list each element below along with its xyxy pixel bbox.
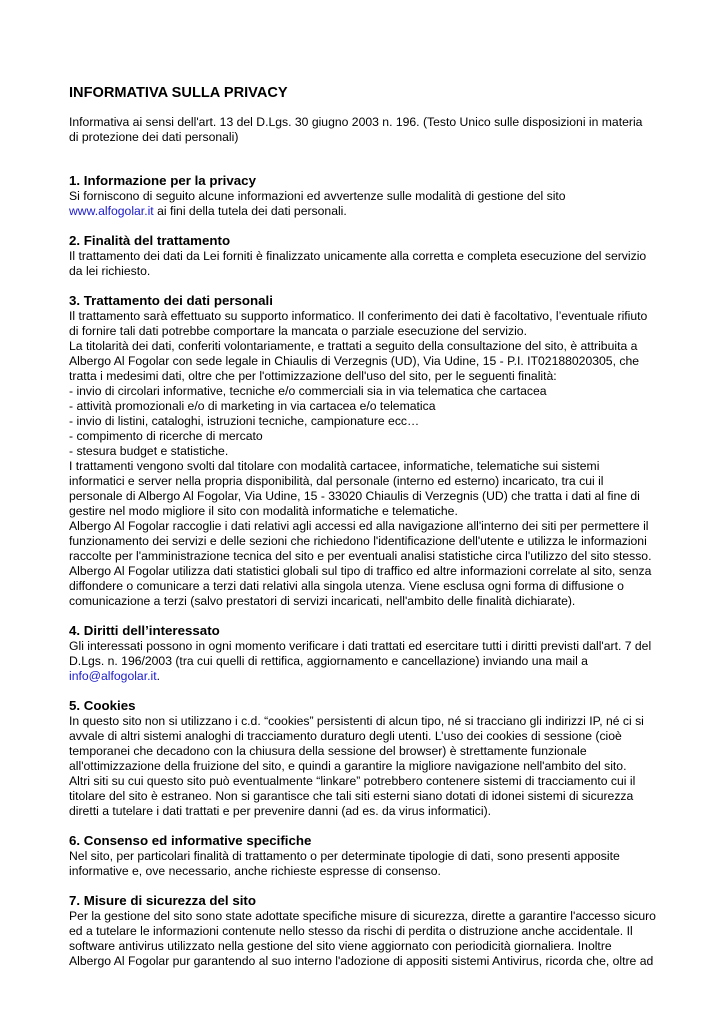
section-body — [69, 639, 659, 684]
body-line: funzionamento dei servizi e delle sezioni che richiedono l'identificazione dell'utente e utilizza le informazioni — [69, 534, 647, 548]
section-heading: 5. Cookies — [69, 698, 136, 713]
body-line: Albergo Al Fogolar utilizza dati statistici globali sul tipo di traffico ed altre informazioni correlate al sito, senza — [69, 564, 652, 578]
section-heading: 7. Misure di sicurezza del sito — [69, 893, 256, 908]
page-title: INFORMATIVA SULLA PRIVACY — [69, 85, 288, 101]
body-line: informative e, ove necessario, anche richieste espresse di consenso. — [69, 864, 441, 878]
section-body — [69, 714, 659, 819]
body-line: ed a tutelare le informazioni contenute nello stesso da rischi di perdita o distruzione anche accidentale. Il — [69, 924, 633, 938]
body-line: D.Lgs. n. 196/2003 (tra cui quelli di rettifica, aggiornamento e cancellazione) inviando una mail a — [69, 654, 588, 668]
list-item: - stesura budget e statistiche. — [69, 444, 229, 458]
body-line: La titolarità dei dati, conferiti volontariamente, e trattati a seguito della consultazione del sito, è attribuita a — [69, 339, 638, 353]
section-body — [69, 909, 659, 969]
body-text: . — [156, 669, 160, 683]
body-line: raccolte per l'amministrazione tecnica del sito e per eventuali analisi statistiche circa l'utilizzo del sito stesso. — [69, 549, 652, 563]
body-line: software antivirus utilizzato nella gestione del sito viene aggiornato con periodicità giornaliera. Inoltre — [69, 939, 612, 953]
list-item: - attività promozionali e/o di marketing in via cartacea e/o telematica — [69, 399, 436, 413]
section-rights — [69, 623, 659, 684]
website-link[interactable]: www.alfogolar.it — [69, 204, 154, 218]
section-body — [69, 189, 659, 219]
section-security — [69, 893, 659, 969]
body-line: diffondere o comunicare a terzi dati relativi alla singola utenza. Viene esclusa ogni forma di diffusione o — [69, 579, 624, 593]
body-line: In questo sito non si utilizzano i c.d. “cookies” persistenti di alcun tipo, né si tracciano gli indirizzi IP, né ci si — [69, 714, 644, 728]
intro-line: di protezione dei dati personali) — [69, 130, 239, 144]
section-body — [69, 849, 659, 879]
body-line: Albergo Al Fogolar raccoglie i dati relativi agli accessi ed alla navigazione all'interno dei siti per permettere il — [69, 519, 649, 533]
body-line — [69, 204, 659, 219]
body-line: Albergo Al Fogolar con sede legale in Chiaulis di Verzegnis (UD), Via Udine, 15 - P.I. IT02188020305, che — [69, 354, 639, 368]
email-link[interactable]: info@alfogolar.it — [69, 669, 157, 683]
section-privacy-info — [69, 173, 659, 219]
body-line: all'ottimizzazione della fruizione del sito, e quindi a garantire la migliore navigazione nell'ambito del sito. — [69, 759, 627, 773]
section-consent — [69, 833, 659, 879]
body-text: ai fini della tutela dei dati personali. — [153, 204, 347, 218]
body-line: Gli interessati possono in ogni momento verificare i dati trattati ed esercitare tutti i diritti previsti dall'art. 7 del — [69, 639, 652, 653]
body-line: comunicazione a terzi (salvo prestatori di servizi incaricati, nell'ambito delle finalità dichiarate). — [69, 594, 576, 608]
body-line: avvale di altri sistemi analoghi di tracciamento duraturo degli utenti. L’uso dei cookies di sessione (cioè — [69, 729, 622, 743]
body-line: gestire nel modo migliore il sito con modalità informatiche e telematiche. — [69, 504, 458, 518]
list-item: - invio di listini, cataloghi, istruzioni tecniche, campionature ecc… — [69, 414, 420, 428]
body-line — [69, 669, 659, 684]
body-line: Si forniscono di seguito alcune informazioni ed avvertenze sulle modalità di gestione del sito — [69, 189, 566, 203]
body-line: di fornire tali dati potrebbe comportare la mancata o parziale esecuzione del servizio. — [69, 324, 527, 338]
section-data-processing — [69, 293, 659, 609]
section-heading: 6. Consenso ed informative specifiche — [69, 833, 312, 848]
section-cookies — [69, 698, 659, 819]
body-line: tratta i medesimi dati, oltre che per l'ottimizzazione dell'uso del sito, per le seguenti finalità: — [69, 369, 557, 383]
list-item: - compimento di ricerche di mercato — [69, 429, 263, 443]
section-body — [69, 309, 659, 609]
body-line: informatici e server nella propria disponibilità, dal personale (interno ed esterno) incaricato, tra cui il — [69, 474, 604, 488]
intro-line: Informativa ai sensi dell'art. 13 del D.Lgs. 30 giugno 2003 n. 196. (Testo Unico sulle disposizioni in materia — [69, 115, 643, 129]
section-purpose — [69, 233, 659, 279]
body-line: Per la gestione del sito sono state adottate specifiche misure di sicurezza, dirette a garantire l'accesso sicuro — [69, 909, 656, 923]
body-line: personale di Albergo Al Fogolar, Via Udine, 15 - 33020 Chiaulis di Verzegnis (UD) che tratta i dati al fine di — [69, 489, 640, 503]
body-line: diretti a tutelare i dati trattati e per prevenire danni (ad es. da virus informatici). — [69, 804, 492, 818]
section-heading: 4. Diritti dell’interessato — [69, 623, 220, 638]
list-item: - invio di circolari informative, tecniche e/o commerciali sia in via telematica che cartacea — [69, 384, 547, 398]
body-line: titolare del sito è estraneo. Non si garantisce che tali siti esterni siano dotati di idonei sistemi di sicurezza — [69, 789, 634, 803]
section-body — [69, 249, 659, 279]
body-line: I trattamenti vengono svolti dal titolare con modalità cartacee, informatiche, telematiche sui sistemi — [69, 459, 600, 473]
section-heading: 3. Trattamento dei dati personali — [69, 293, 273, 308]
intro-paragraph — [69, 115, 659, 145]
body-line: Altri siti su cui questo sito può eventualmente “linkare” potrebbero contenere sistemi di tracciamento cui il — [69, 774, 636, 788]
section-heading: 2. Finalità del trattamento — [69, 233, 231, 248]
body-line: Nel sito, per particolari finalità di trattamento o per determinate tipologie di dati, sono presenti apposite — [69, 849, 620, 863]
body-line: Albergo Al Fogolar pur garantendo al suo interno l'adozione di appositi sistemi Antivirus, ricorda che, oltre ad — [69, 954, 654, 968]
body-line: Il trattamento dei dati da Lei forniti è finalizzato unicamente alla corretta e completa esecuzione del servizio — [69, 249, 647, 263]
privacy-document — [69, 84, 659, 983]
body-line: Il trattamento sarà effettuato su supporto informatico. Il conferimento dei dati è facoltativo, l’eventuale rifiuto — [69, 309, 648, 323]
section-heading: 1. Informazione per la privacy — [69, 173, 256, 188]
body-line: temporanei che decadono con la chiusura della sessione del browser) è strettamente funzionale — [69, 744, 587, 758]
body-line: da lei richiesto. — [69, 264, 151, 278]
